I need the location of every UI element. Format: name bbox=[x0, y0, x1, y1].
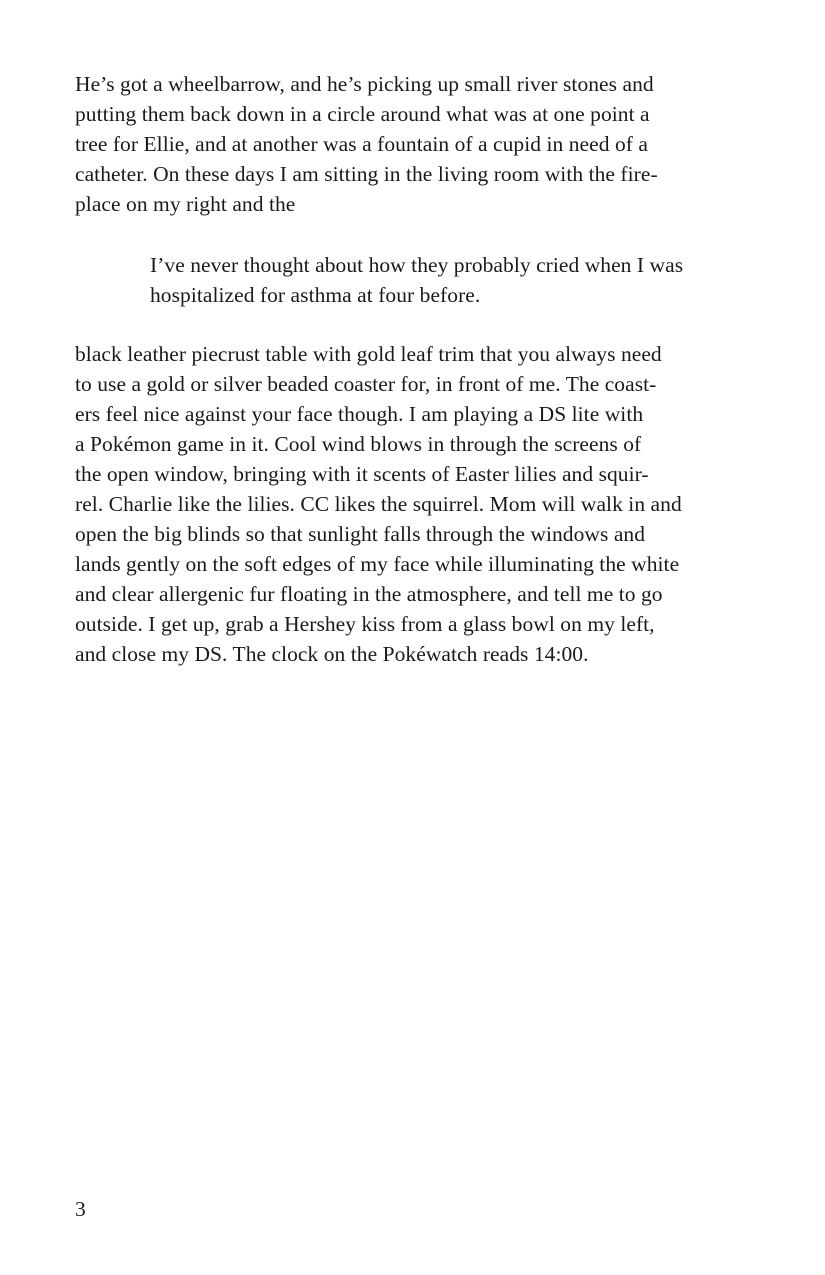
text-line: catheter. On these days I am sitting in the living room with the fire- bbox=[75, 162, 658, 186]
quote-line: hospitalized for asthma at four before. bbox=[150, 283, 481, 307]
text-line: place on my right and the bbox=[75, 192, 296, 216]
text-line: He’s got a wheelbarrow, and he’s picking up small river stones and bbox=[75, 72, 654, 96]
text-line: putting them back down in a circle around what was at one point a bbox=[75, 102, 650, 126]
text-line: a Pokémon game in it. Cool wind blows in through the screens of bbox=[75, 432, 642, 456]
text-line: lands gently on the soft edges of my face while illuminating the white bbox=[75, 552, 680, 576]
text-line: outside. I get up, grab a Hershey kiss from a glass bowl on my left, bbox=[75, 612, 655, 636]
text-line: to use a gold or silver beaded coaster for, in front of me. The coast- bbox=[75, 372, 657, 396]
text-line: black leather piecrust table with gold leaf trim that you always need bbox=[75, 342, 662, 366]
text-line: and close my DS. The clock on the Pokéwatch reads 14:00. bbox=[75, 642, 589, 666]
text-line: the open window, bringing with it scents of Easter lilies and squir- bbox=[75, 462, 649, 486]
text-line: and clear allergenic fur floating in the atmosphere, and tell me to go bbox=[75, 582, 663, 606]
quote-line: I’ve never thought about how they probably cried when I was bbox=[150, 253, 684, 277]
text-line: rel. Charlie like the lilies. CC likes the squirrel. Mom will walk in and bbox=[75, 492, 682, 516]
text-line: tree for Ellie, and at another was a fountain of a cupid in need of a bbox=[75, 132, 648, 156]
text-line: open the big blinds so that sunlight falls through the windows and bbox=[75, 522, 646, 546]
text-line: ers feel nice against your face though. I am playing a DS lite with bbox=[75, 402, 644, 426]
page-number: 3 bbox=[75, 1197, 86, 1221]
